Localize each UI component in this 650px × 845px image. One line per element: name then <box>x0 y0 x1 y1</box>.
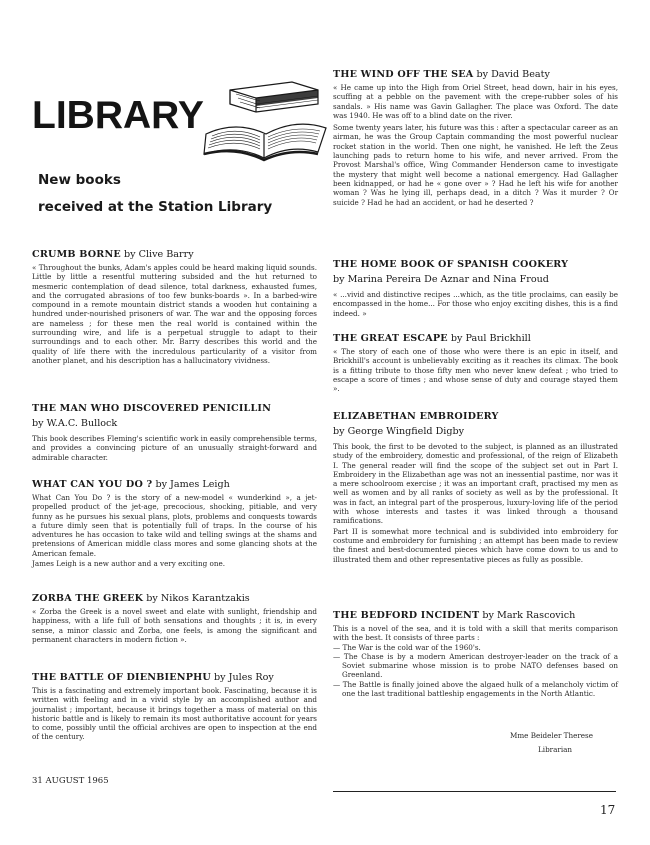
book-title: THE MAN WHO DISCOVERED PENICILLIN <box>32 403 272 414</box>
book-entry-wind-off-the-sea <box>333 68 618 207</box>
subtitle-new-books: New books <box>38 172 121 188</box>
book-entry-zorba <box>32 592 317 644</box>
book-entry-what-can-you-do <box>32 478 317 568</box>
book-description: « The story of each one of those who were there is an epic in itself, and Brickhill's account is unbelievably exciting as it reaches its climax. The book is a fitting tribute to those fifty men who never knew defeat ; who tried to escape a score of times ; and whose sense of duty and courage stayed them ». <box>333 347 618 394</box>
subtitle-received: received at the Station Library <box>38 199 273 215</box>
signature-role: Librarian <box>538 745 573 754</box>
book-entry-spanish-cookery <box>333 258 618 318</box>
signature-name: Mme Beideler Therese <box>510 731 593 740</box>
book-author: by Clive Barry <box>124 249 194 260</box>
book-description: Part II is somewhat more technical and is subdivided into embroidery for costume and embroidery for furnishing ; an attempt has been made to review the finest and best-documented pieces which have come down to us and to illustrated them and other representative pieces as fully as possible. <box>333 526 618 564</box>
book-title: THE BATTLE OF DIENBIENPHU <box>32 672 211 683</box>
book-entry-penicillin <box>32 402 317 462</box>
book-entry-great-escape <box>333 332 618 393</box>
footer-date: 31 AUGUST 1965 <box>32 776 109 786</box>
book-title: CRUMB BORNE <box>32 249 121 260</box>
book-entry-crumb-borne <box>32 248 317 365</box>
book-title: THE BEDFORD INCIDENT <box>333 610 480 621</box>
book-title: THE GREAT ESCAPE <box>333 333 448 344</box>
book-description: « ...vivid and distinctive recipes ...which, as the title proclaims, can easily be encompassed in the home... For those who enjoy exciting dishes, this is a find indeed. » <box>333 290 618 318</box>
books-illustration-icon <box>200 68 330 168</box>
book-description: « He came up into the High from Oriel Street, head down, hair in his eyes, scuffing at a pebble on the pavement with the crepe-rubber soles of his sandals. » His name was Gavin Gallagher. The place was Oxford. The date was 1940. He was off to a blind date on the river. <box>333 83 618 120</box>
book-description: James Leigh is a new author and a very exciting one. <box>32 559 225 569</box>
book-description: This book, the first to be devoted to the subject, is planned as an illustrated study of the embroidery, domestic and professional, of the reign of Elizabeth I. The general reader will find the scope of the subject set out in Part I. Embroidery in the Elizabethan age was not an inessential pastime, nor was it a mere schoolroom exercise ; it was an important craft, practised my men as well as women and by all ranks of society as well as by the professional. It was in fact, an integral part of the prosperous, luxury-loving life of the period with whose interests and tastes it was linked through a thousand ramifications. <box>333 442 618 526</box>
book-description: What Can You Do ? is the story of a new-model « wunderkind », a jet-propelled product of the jet-age, precocious, shocking, pitiable, and very funny as he pursues his sexual plans, plots, problems and conquests towards a future dimly seen that is potentially full of traps. In the course of his adventures he has occasion to take wild and telling swings at the shams and pretensions of American middle class mores and some glancing shots at the American female. <box>32 493 317 558</box>
book-author: by Mark Rascovich <box>482 610 576 621</box>
book-description: « Throughout the bunks, Adam's apples could be heard making liquid sounds. Little by little a resentful muttering subsided and the hut returned to mesmeric contemplation of dead silence, total darkness, exhausted fumes, and the corrugated abrasions of too few bunks-boards ». In a barbed-wire compound in a remote mountain district stands a wooden hut containing a hundred under-nourished prisoners of war. The war and the opposing forces are nameless ; for these men the real world is contained within the surrounding wire, and life is a perpetual struggle to adapt to their surroundings and to each other. Mr. Barry describes this world and the quality of life there with the incredulous particularity of a visitor from another planet, and his description has a hallucinatory vividness. <box>32 263 317 365</box>
book-author: by James Leigh <box>155 479 230 490</box>
book-title: ZORBA THE GREEK <box>32 593 144 604</box>
book-entry-bedford-incident <box>333 609 618 698</box>
list-item: — The War is the cold war of the 1960's. <box>333 642 481 652</box>
book-author: by Paul Brickhill <box>450 333 531 344</box>
book-author: by Marina Pereira De Aznar and Nina Froud <box>333 274 549 285</box>
list-item: — The Battle is finally joined above the algaed hulk of a melancholy victim of one the last traditional battleship engagements in the North Atlantic. <box>333 679 618 699</box>
book-author: by Nikos Karantzakis <box>146 593 250 604</box>
book-author: by W.A.C. Bullock <box>32 418 118 429</box>
book-title: ELIZABETHAN EMBROIDERY <box>333 411 499 422</box>
book-title: WHAT CAN YOU DO ? <box>32 479 153 490</box>
book-title: THE HOME BOOK OF SPANISH COOKERY <box>333 259 569 270</box>
book-description: This is a novel of the sea, and it is told with a skill that merits comparison with the best. It consists of three parts : <box>333 624 618 643</box>
book-author: by George Wingfield Digby <box>333 426 465 437</box>
book-author: by David Beaty <box>476 69 550 80</box>
book-entry-elizabethan-embroidery <box>333 410 618 564</box>
page-number: 17 <box>600 803 616 817</box>
book-entry-dienbienphu <box>32 671 317 742</box>
book-title: THE WIND OFF THE SEA <box>333 69 474 80</box>
book-description: This book describes Fleming's scientific work in easily comprehensible terms, and provides a convincing picture of an unusually straight-forward and admirable character. <box>32 434 317 462</box>
book-author: by Jules Roy <box>214 672 274 683</box>
library-heading: LIBRARY <box>32 94 204 137</box>
book-description: Some twenty years later, his future was this : after a spectacular career as an airman, he was the Group Captain commanding the most powerful nuclear rocket station in the world. Then one night, he vanished. He left the Zeus launching pads to return home to his wife, and never arrived. From the Provost Marshal's office, Wing Commander Henderson came to investigate the mystery that might well become a national emergency. Had Gallagher been kidnapped, or had he « gone over » ? Had he left his wife for another woman ? Was he lying ill, perhaps dead, in a ditch ? Was it murder ? Or suicide ? Had he had an accident, or had he deserted ? <box>333 123 618 207</box>
footer-divider <box>333 791 616 792</box>
book-description: This is a fascinating and extremely important book. Fascinating, because it is written with feeling and in a vivid style by an accomplished author and journalist ; important, because it brings together a mass of material on this historic battle and is likely to remain its most authoritative account for years to come, possibly until the official archives are open to inspection at the end of the century. <box>32 686 317 742</box>
list-item: — The Chase is by a modern American destroyer-leader on the track of a Soviet submarine whose mission is to probe NATO defenses based on Greenland. <box>333 651 618 680</box>
book-description: « Zorba the Greek is a novel sweet and elate with sunlight, friendship and happiness, with a life full of both sensations and thoughts ; it is, in every sense, a minor classic and Zorba, one feels, is among the significant and permanent characters in modern fiction ». <box>32 607 317 644</box>
